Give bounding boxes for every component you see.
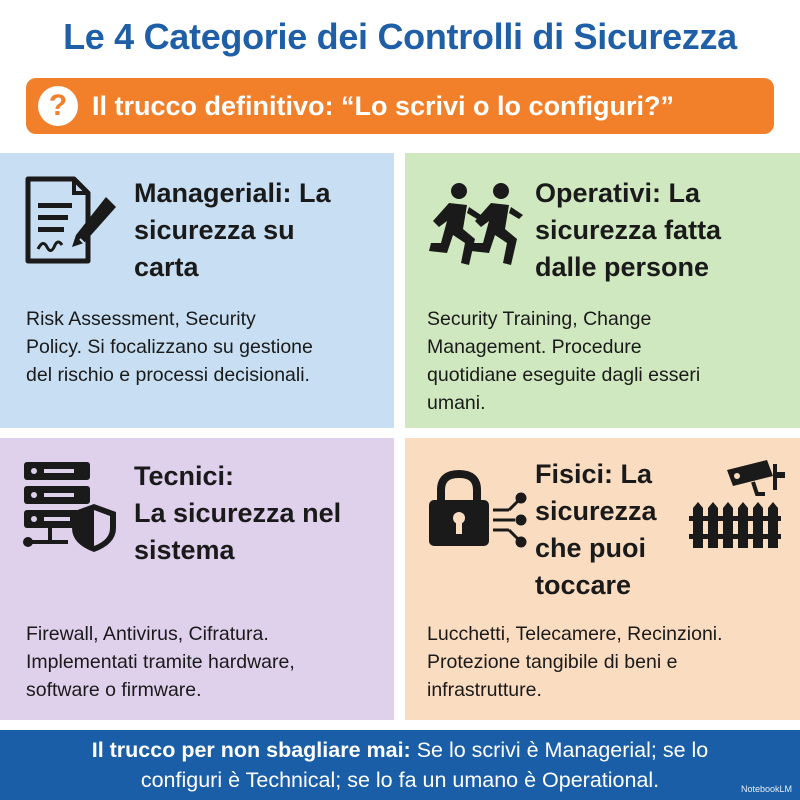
tip-banner	[26, 78, 774, 134]
footer-line-1	[0, 735, 800, 765]
card-operational-title: Operativi: La sicurezza fatta dalle persone	[535, 178, 722, 282]
document-pen-icon	[22, 173, 120, 269]
running-people-icon	[425, 181, 529, 273]
card-operational-desc: Security Training, Change Management. Procedure quotidiane eseguite dagli esseri umani.	[427, 308, 701, 414]
card-managerial-title: Manageriali: La sicurezza su carta	[134, 178, 331, 282]
page-title: Le 4 Categorie dei Controlli di Sicurezza	[63, 16, 737, 57]
watermark: NotebookLM	[740, 784, 792, 794]
question-icon: ?	[38, 86, 78, 126]
card-technical	[0, 438, 394, 720]
card-technical-desc: Firewall, Antivirus, Cifratura. Implementati tramite hardware, software o firmware.	[26, 623, 295, 701]
padlock-icon	[425, 470, 529, 548]
card-physical	[405, 438, 800, 720]
tip-banner-text: Il trucco definitivo: “Lo scrivi o lo configuri?”	[92, 90, 675, 121]
card-managerial	[0, 153, 394, 428]
security-camera-icon	[723, 456, 787, 498]
footer-line-1-rest: Se lo scrivi è Managerial; se lo	[410, 738, 709, 762]
card-physical-title: Fisici: La sicurezza che puoi toccare	[535, 459, 657, 600]
card-operational	[405, 153, 800, 428]
fence-icon	[689, 498, 781, 550]
footer-tip	[0, 730, 800, 800]
card-physical-desc: Lucchetti, Telecamere, Recinzioni. Protezione tangibile di beni e infrastrutture.	[427, 623, 723, 701]
footer-bold-lead: Il trucco per non sbagliare mai:	[91, 738, 411, 762]
card-technical-title: Tecnici: La sicurezza nel sistema	[134, 461, 342, 565]
footer-line-2: configuri è Technical; se lo fa un umano è Operational.	[140, 768, 660, 792]
server-shield-icon	[20, 458, 120, 554]
card-managerial-desc: Risk Assessment, Security Policy. Si focalizzano su gestione del rischio e processi decisionali.	[26, 308, 313, 386]
